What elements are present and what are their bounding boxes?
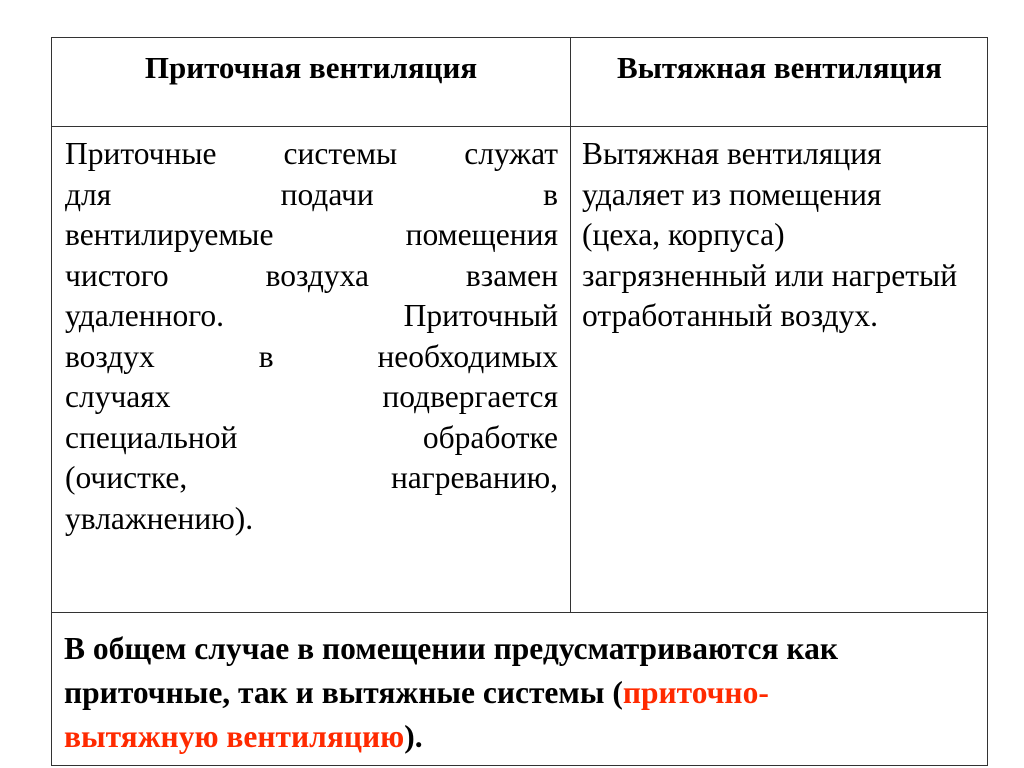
- word: нагреванию,: [390, 460, 558, 495]
- summary-line-2: [64, 671, 979, 715]
- word: (очистке,: [65, 460, 188, 495]
- exhaust-description: [570, 126, 989, 612]
- exhaust-line-5: отработанный воздух.: [582, 298, 879, 333]
- supply-line-9: [65, 458, 558, 499]
- header-exhaust-label: Вытяжная вентиляция: [617, 50, 942, 85]
- word: служат: [464, 136, 558, 171]
- summary-line-1: В общем случае в помещении предусматриваются как: [64, 631, 838, 666]
- word: обработке: [422, 419, 558, 455]
- highlight-supply-exhaust-end: вытяжную вентиляцию: [64, 719, 405, 754]
- word: подачи: [280, 176, 374, 212]
- word: в: [258, 338, 274, 374]
- word: вентилируемые: [65, 217, 274, 252]
- supply-line-3: [65, 215, 558, 256]
- word: специальной: [65, 419, 238, 455]
- supply-line-4: [65, 256, 558, 297]
- word: воздух: [65, 338, 155, 374]
- header-divider: [52, 126, 987, 127]
- supply-line-7: [65, 377, 558, 418]
- highlight-supply-exhaust-start: приточно-: [622, 675, 769, 710]
- comparison-table: [51, 37, 988, 766]
- header-supply-label: Приточная вентиляция: [144, 50, 478, 85]
- column-divider: [570, 38, 571, 612]
- exhaust-line-2: удаляет из помещения: [582, 176, 882, 212]
- header-supply-ventilation: [52, 38, 570, 126]
- supply-line-10: [65, 499, 558, 540]
- word: подвергается: [382, 379, 558, 414]
- exhaust-line-4: загрязненный или нагретый: [582, 257, 958, 293]
- supply-line-2: [65, 175, 558, 216]
- supply-line-6: [65, 337, 558, 378]
- supply-line-1: [65, 134, 558, 175]
- word: системы: [283, 136, 398, 171]
- word: увлажнению).: [65, 500, 254, 536]
- word: воздуха: [265, 257, 369, 293]
- word: взамен: [465, 257, 558, 293]
- supply-line-5: [65, 296, 558, 337]
- word: необходимых: [377, 338, 558, 374]
- summary-line-2-text: приточные, так и вытяжные системы (: [64, 675, 623, 710]
- word: Приточные: [65, 136, 217, 171]
- summary-conclusion: [52, 612, 989, 767]
- header-exhaust-ventilation: [570, 38, 989, 126]
- exhaust-line-3: (цеха, корпуса): [582, 217, 785, 252]
- word: случаях: [65, 379, 171, 414]
- summary-line-3-suffix: ).: [404, 719, 423, 754]
- summary-line-3: [64, 715, 979, 759]
- footer-divider: [52, 612, 987, 613]
- word: удаленного.: [65, 298, 224, 333]
- word: в: [543, 176, 558, 212]
- supply-description: [52, 126, 570, 612]
- word: Приточный: [403, 298, 558, 333]
- word: помещения: [405, 217, 558, 252]
- word: чистого: [65, 257, 169, 293]
- exhaust-line-1: Вытяжная вентиляция: [582, 136, 882, 171]
- word: для: [65, 176, 112, 212]
- supply-line-8: [65, 418, 558, 459]
